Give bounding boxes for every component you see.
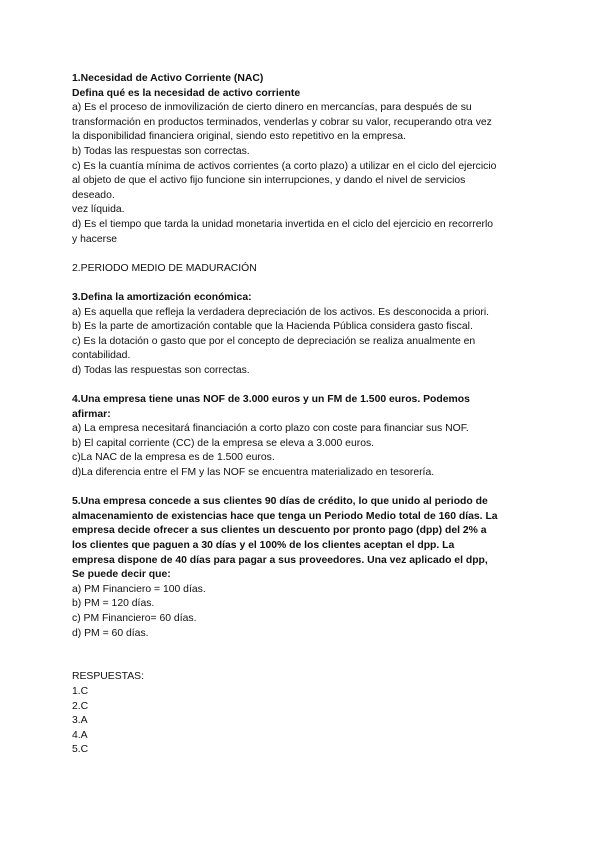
answers-heading: RESPUESTAS: (72, 671, 144, 683)
answer-item: 1.C (72, 685, 89, 697)
answer-item: 5.C (72, 744, 89, 756)
answer-item: 4.A (72, 729, 88, 741)
spacer (72, 247, 540, 262)
option-text-line: vez líquida. (72, 204, 125, 216)
question-1-option-b: b) Todas las respuestas son correctas. (72, 145, 250, 157)
question-title-line: 4.Una empresa tiene unas NOF de 3.000 euros y un FM de 1.500 euros. Podemos (72, 394, 470, 406)
option-text-line: a) Es el proceso de inmovilización de cierto dinero en mercancías, para después de su (72, 102, 472, 114)
question-4 (72, 393, 540, 481)
question-3-option-c (72, 335, 540, 364)
option-text-line: c) Es la dotación o gasto que por el concepto de depreciación se realiza anualmente en (72, 335, 476, 347)
question-title-line: empresa decide ofrecer a sus clientes un descuento por pronto pago (dpp) del 2% a (72, 525, 487, 537)
question-4-option-c: c)La NAC de la empresa es de 1.500 euros. (72, 452, 275, 464)
answer-item: 3.A (72, 715, 88, 727)
question-title-line: Se puede decir que: (72, 569, 171, 581)
question-1-option-d (72, 218, 540, 247)
question-1-prompt: Defina qué es la necesidad de activo corriente (72, 87, 301, 99)
question-5-option-c: c) PM Financiero= 60 días. (72, 612, 197, 624)
question-1-title: 1.Necesidad de Activo Corriente (NAC) (72, 73, 264, 84)
question-1 (72, 72, 540, 247)
question-5-option-d: d) PM = 60 días. (72, 627, 149, 639)
option-text-line: d) Es el tiempo que tarda la unidad monetaria invertida en el ciclo del ejercicio en recorrerlo (72, 218, 494, 230)
question-5-title (72, 495, 540, 583)
question-title-line: afirmar: (72, 408, 111, 420)
question-3-title: 3.Defina la amortización económica: (72, 291, 252, 303)
option-text-line: c) Es la cuantía mínima de activos corrientes (a corto plazo) a utilizar en el ciclo del ejercicio (72, 160, 497, 172)
option-text-line: deseado. (72, 189, 115, 201)
question-4-option-a: a) La empresa necesitará financiación a corto plazo con coste para financiar sus NOF. (72, 423, 469, 435)
question-1-option-c (72, 160, 540, 218)
question-5-option-b: b) PM = 120 días. (72, 598, 155, 610)
option-text-line: contabilidad. (72, 350, 131, 362)
option-text-line: y hacerse (72, 233, 118, 245)
option-text-line: al objeto de que el activo fijo funcione sin interrupciones, y dando el nivel de servicios (72, 175, 466, 187)
question-3 (72, 291, 540, 379)
question-title-line: 5.Una empresa concede a sus clientes 90 días de crédito, lo que unido al periodo de (72, 496, 488, 508)
question-3-option-d: d) Todas las respuestas son correctas. (72, 364, 250, 376)
question-title-line: empresa dispone de 40 días para pagar a sus proveedores. Una vez aplicado el dpp, (72, 554, 488, 566)
spacer (72, 378, 540, 393)
question-4-option-d: d)La diferencia entre el FM y las NOF se encuentra materializado en tesorería. (72, 467, 435, 479)
option-text-line: la disponibilidad financiera original, siendo esto repetitivo en la empresa. (72, 131, 406, 143)
option-text-line: transformación en productos terminados, venderlas y cobrar su valor, recuperando otra vez (72, 116, 492, 128)
question-3-option-a: a) Es aquella que refleja la verdadera depreciación de los activos. Es desconocida a priori. (72, 306, 490, 318)
question-title-line: almacenamiento de existencias hace que tenga un Periodo Medio total de 160 días. La (72, 510, 498, 522)
answers-section (72, 670, 540, 758)
question-2 (72, 262, 540, 277)
spacer (72, 276, 540, 291)
answer-item: 2.C (72, 700, 89, 712)
question-1-option-a (72, 101, 540, 145)
spacer (72, 656, 540, 671)
spacer (72, 641, 540, 656)
question-4-title (72, 393, 540, 422)
question-5-option-a: a) PM Financiero = 100 días. (72, 583, 206, 595)
question-title-line: los clientes que paguen a 30 días y el 100% de los clientes aceptan el dpp. La (72, 540, 455, 551)
spacer (72, 481, 540, 496)
question-2-title: 2.PERIODO MEDIO DE MADURACIÓN (72, 262, 257, 274)
question-3-option-b: b) Es la parte de amortización contable que la Hacienda Pública considera gasto fiscal. (72, 321, 473, 333)
question-5 (72, 495, 540, 641)
question-4-option-b: b) El capital corriente (CC) de la empresa se eleva a 3.000 euros. (72, 437, 375, 449)
